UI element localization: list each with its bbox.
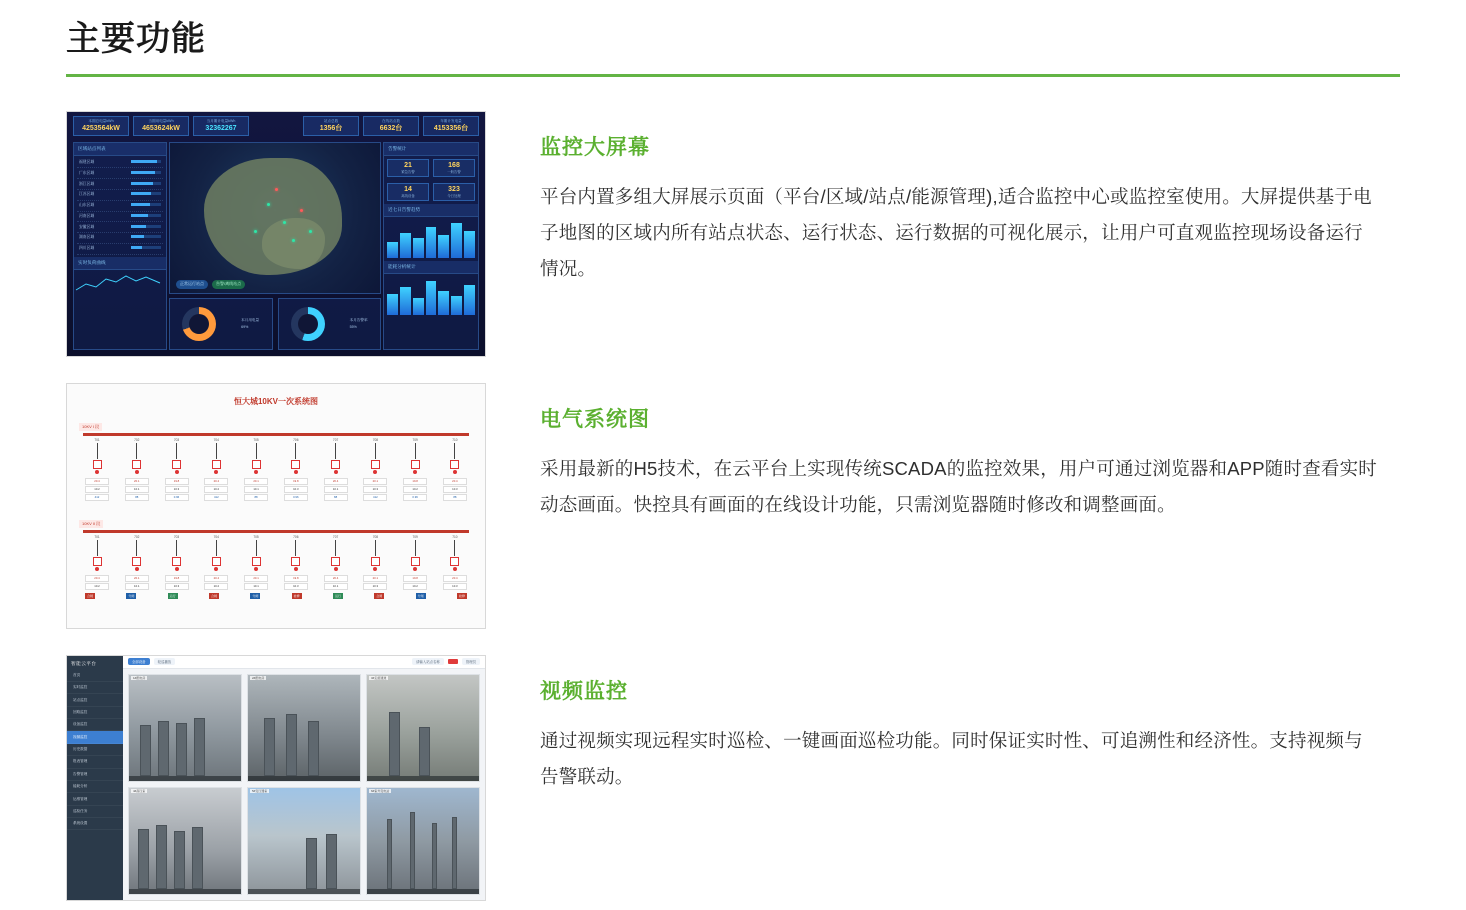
meter-column — [363, 575, 387, 591]
list-item[interactable] — [77, 179, 163, 190]
meter-value: 20.4 — [204, 575, 228, 582]
meter-value: 0.96 — [165, 494, 189, 501]
page-title: 主要功能 — [66, 20, 206, 58]
panel-title-trend: 近七日告警趋势 — [384, 204, 478, 217]
meter-value: 10.1 — [244, 583, 268, 590]
feature-heading: 视频监控 — [540, 679, 628, 703]
dashboard-site-list-panel[interactable] — [73, 142, 167, 350]
dashboard-screen — [67, 112, 485, 356]
status-badge: 运行 — [334, 593, 341, 598]
feeder[interactable] — [443, 535, 467, 572]
feature-body: 平台内置多组大屏展示页面（平台/区域/站点/能源管理),适合监控中心或监控室使用。大屏提供基于电子地图的区域内所有站点状态、运行状态、运行数据的可视化展示，让用户可直观监控现场设备运行情况。 — [540, 185, 1372, 279]
meter-column — [403, 575, 427, 591]
camera-grid — [123, 669, 485, 900]
sidebar-item-realtime[interactable]: 实时监控 — [67, 682, 123, 694]
map-landmass-secondary — [262, 218, 325, 269]
meter-value: 20.4 — [85, 478, 109, 485]
camera-controls[interactable] — [367, 889, 479, 894]
site-name: 安徽区域 — [79, 224, 95, 229]
meter-column — [403, 478, 427, 502]
meter-value: 20.1 — [363, 575, 387, 582]
stat-card — [433, 183, 475, 201]
feeder-tag: 702 — [134, 534, 140, 539]
panel-title-trend: 实时负荷曲线 — [74, 257, 166, 270]
sidebar-item-energy[interactable]: 能耗分析 — [67, 781, 123, 793]
map-legend — [176, 280, 245, 289]
feeder-tag: 708 — [372, 534, 379, 539]
meter-value: 10.2 — [403, 486, 427, 493]
meter-column — [324, 478, 348, 502]
stat-card — [387, 159, 429, 177]
meter-value: 19.8 — [403, 575, 427, 582]
feature-row — [66, 383, 1400, 629]
stat-label: 紧急告警 — [401, 169, 415, 174]
feeder[interactable] — [244, 438, 268, 475]
feeder-tag: 710 — [452, 437, 458, 442]
site-name: 江苏区域 — [79, 192, 95, 197]
status-badge: 运行 — [169, 593, 176, 598]
dashboard-alarm-panel[interactable] — [383, 142, 479, 350]
site-name: 四川区域 — [79, 246, 95, 251]
kpi-value: 4653624kW — [142, 124, 180, 132]
feeder-tag: 707 — [332, 437, 339, 442]
meter-value: 19.8 — [165, 478, 189, 485]
site-bar — [131, 182, 161, 185]
alarm-stats-row — [384, 156, 478, 180]
sidebar-item-ops[interactable]: 运维管理 — [67, 793, 123, 805]
camera-controls[interactable] — [129, 889, 241, 894]
meter-value: 412 — [85, 494, 109, 501]
meter-column — [125, 478, 149, 502]
kpi-card — [363, 116, 419, 136]
status-tag-row — [73, 593, 479, 599]
bus-section-2 — [73, 512, 479, 599]
sidebar-item-site[interactable]: 站点监控 — [67, 694, 123, 706]
camera-tile[interactable] — [247, 674, 361, 782]
feeder-tag: 704 — [213, 437, 219, 442]
dashboard-topbar — [73, 116, 479, 138]
feeder-tag: 705 — [253, 437, 259, 442]
gauge-percent: 55% — [349, 324, 357, 329]
list-item[interactable] — [77, 222, 163, 233]
list-item[interactable] — [77, 212, 163, 223]
feeder-tag: 701 — [94, 534, 100, 539]
meter-grid — [73, 478, 479, 502]
meter-value: 88 — [443, 494, 467, 501]
meter-value: 0.96 — [403, 494, 427, 501]
camera-caption: 3#走廊通道 — [371, 675, 387, 680]
meter-column — [204, 575, 228, 591]
meter-value: 20.4 — [204, 478, 228, 485]
meter-value: 10.1 — [125, 583, 149, 590]
camera-caption: 6#室外变电站 — [371, 788, 390, 793]
meter-value: 10.2 — [85, 583, 109, 590]
map-site-marker[interactable] — [309, 230, 312, 233]
gauge-ring — [182, 307, 216, 341]
feeder[interactable] — [284, 535, 308, 572]
feeder-tag: 709 — [412, 437, 418, 442]
status-badge: 合闸 — [210, 593, 217, 598]
feeder-tag: 708 — [372, 437, 379, 442]
search-input[interactable]: 请输入站点名称 — [412, 658, 444, 665]
status-badge: 检修 — [458, 593, 465, 598]
feature-row — [66, 111, 1400, 357]
feeder[interactable] — [363, 438, 387, 475]
video-main — [123, 656, 485, 900]
site-name: 山东区域 — [79, 203, 95, 208]
alarm-stats-row — [384, 180, 478, 204]
busbar — [83, 433, 469, 436]
site-bar — [131, 203, 161, 206]
feeder[interactable] — [204, 438, 228, 475]
meter-value: 20.1 — [125, 478, 149, 485]
camera-caption: 1#配电房 — [133, 675, 146, 680]
meter-value: 20.1 — [244, 478, 268, 485]
camera-controls[interactable] — [248, 889, 360, 894]
feeder-tag: 702 — [134, 437, 140, 442]
site-bar — [131, 235, 161, 238]
camera-tile[interactable] — [366, 787, 480, 895]
site-name: 湖南区域 — [79, 235, 95, 240]
feeder-tag: 703 — [173, 534, 180, 539]
stat-value: 21 — [404, 161, 412, 169]
meter-value: 88 — [244, 494, 268, 501]
meter-column — [85, 575, 109, 591]
stat-label: 离线设备 — [401, 193, 415, 198]
site-bar — [131, 171, 161, 174]
meter-value: 19.8 — [403, 478, 427, 485]
meter-value: 10.3 — [363, 583, 387, 590]
feeder-tag: 704 — [213, 534, 219, 539]
site-name: 广东区域 — [79, 170, 95, 175]
video-sidebar — [67, 656, 123, 900]
energy-chart — [384, 274, 478, 318]
map-alarm-marker[interactable] — [300, 209, 303, 212]
kpi-label: 本期总电量kWh — [88, 118, 114, 123]
meter-value: 10.3 — [443, 583, 467, 590]
feeder-tag: 706 — [293, 437, 299, 442]
meter-value: 10.3 — [165, 583, 189, 590]
record-icon[interactable] — [448, 659, 458, 664]
meter-column — [443, 478, 467, 502]
meter-value: 10.1 — [244, 486, 268, 493]
site-name: 福建区域 — [79, 159, 95, 164]
feeder[interactable] — [125, 438, 149, 475]
map-site-marker[interactable] — [267, 203, 270, 206]
feeder[interactable] — [403, 535, 427, 572]
meter-value: 10.3 — [165, 486, 189, 493]
gauge-ring — [291, 307, 325, 341]
kpi-card — [423, 116, 479, 136]
bus-section-1 — [73, 415, 479, 502]
meter-value: 10.3 — [284, 486, 308, 493]
gauge-percent: 69% — [241, 324, 249, 329]
feature-thumbnail-single-line-diagram[interactable] — [66, 383, 486, 629]
kpi-label: 年累计发电量 — [440, 118, 462, 123]
meter-value: 20.1 — [363, 478, 387, 485]
meter-value: 10.2 — [403, 583, 427, 590]
status-badge: 合闸 — [87, 593, 94, 598]
sidebar-item-alarm[interactable]: 告警管理 — [67, 769, 123, 781]
meter-value: 20.4 — [443, 478, 467, 485]
bus-label: 10KV II 段 — [79, 520, 103, 528]
feature-heading: 监控大屏幕 — [540, 135, 650, 159]
list-item[interactable] — [77, 244, 163, 255]
camera-controls[interactable] — [367, 776, 479, 781]
stat-label: 今日处理 — [447, 193, 461, 198]
meter-column — [324, 575, 348, 591]
feature-body: 采用最新的H5技术，在云平台上实现传统SCADA的监控效果，用户可通过浏览器和APP随时查看实时动态画面。快控具有画面的在线设计功能，只需浏览器随时修改和调整画面。 — [540, 457, 1378, 515]
meter-column — [204, 478, 228, 502]
feature-body: 通过视频实现远程实时巡检、一键画面巡检功能。同时保证实时性、可追溯性和经济性。支持视频与告警联动。 — [540, 729, 1363, 787]
site-bar — [131, 246, 161, 249]
feature-thumbnail-video-surveillance[interactable] — [66, 655, 486, 901]
app-logo: 智能云平台 — [71, 660, 97, 666]
meter-value: 88 — [125, 494, 149, 501]
kpi-group-right — [303, 116, 479, 138]
feeder[interactable] — [165, 438, 189, 475]
feature-thumbnail-monitoring-dashboard[interactable] — [66, 111, 486, 357]
stat-label: 一般告警 — [447, 169, 461, 174]
kpi-value: 4253564kW — [82, 124, 120, 132]
list-item[interactable] — [77, 233, 163, 244]
gauge-legend — [350, 317, 368, 331]
sidebar-item-device[interactable]: 设备监控 — [67, 719, 123, 731]
kpi-label: 当月累计电量kWh — [206, 118, 236, 123]
video-toolbar — [123, 656, 485, 669]
camera-caption: 2#配电房 — [252, 675, 265, 680]
feature-text-block — [486, 655, 1400, 795]
map-alarm-marker[interactable] — [275, 188, 278, 191]
feature-text-block — [486, 111, 1400, 287]
site-bar — [131, 160, 161, 163]
feeder[interactable] — [403, 438, 427, 475]
meter-column — [125, 575, 149, 591]
gauge-label: 本月告警率 — [349, 317, 368, 322]
feature-text-block — [486, 383, 1400, 523]
meter-column — [244, 575, 268, 591]
bus-label: 10KV I 段 — [79, 423, 102, 431]
feeder[interactable] — [125, 535, 149, 572]
sidebar-item-home[interactable]: 首页 — [67, 670, 123, 682]
camera-controls[interactable] — [129, 776, 241, 781]
kpi-label: 站点总数 — [323, 118, 339, 123]
meter-value: 10.3 — [443, 486, 467, 493]
feature-list — [66, 111, 1400, 901]
kpi-card — [193, 116, 249, 136]
meter-value: 412 — [363, 494, 387, 501]
meter-value: 20.1 — [244, 575, 268, 582]
meter-value: 10.3 — [363, 486, 387, 493]
sidebar-item-loop[interactable]: 回路监控 — [67, 707, 123, 719]
feeder-tag: 707 — [332, 534, 339, 539]
feature-heading: 电气系统图 — [540, 407, 650, 431]
kpi-value: 32362267 — [205, 124, 237, 132]
busbar — [83, 530, 469, 533]
feature-row — [66, 655, 1400, 901]
toolbar-chip-all-devices[interactable]: 全部设备 — [128, 658, 150, 665]
map-legend-alarm: 告警/离线站点 — [212, 280, 245, 289]
meter-value: 10.2 — [204, 583, 228, 590]
panel-title: 告警统计 — [384, 143, 478, 156]
feeder-tag: 710 — [452, 534, 458, 539]
meter-column — [443, 575, 467, 591]
load-curve-chart — [74, 270, 164, 296]
panel-title-energy: 能耗分析统计 — [384, 261, 478, 274]
feeder[interactable] — [324, 438, 348, 475]
status-badge: 分闸 — [252, 593, 259, 598]
list-item[interactable] — [77, 201, 163, 212]
meter-value: 412 — [204, 494, 228, 501]
meter-value: 19.8 — [284, 575, 308, 582]
meter-value: 19.8 — [284, 478, 308, 485]
feeder[interactable] — [443, 438, 467, 475]
meter-column — [165, 575, 189, 591]
sidebar-item-inspection[interactable]: 巡检任务 — [67, 806, 123, 818]
meter-column — [165, 478, 189, 502]
status-badge: 分闸 — [417, 593, 424, 598]
feeder-row — [73, 438, 479, 475]
kpi-label: 在线站点数 — [382, 118, 400, 123]
status-badge: 检修 — [293, 593, 300, 598]
camera-tile[interactable] — [128, 674, 242, 782]
meter-value: 20.4 — [324, 478, 348, 485]
meter-column — [284, 478, 308, 502]
feeder-tag: 706 — [293, 534, 299, 539]
meter-column — [244, 478, 268, 502]
feeder[interactable] — [324, 535, 348, 572]
panel-title: 区域站点列表 — [74, 143, 166, 156]
meter-value: 10.2 — [85, 486, 109, 493]
kpi-card — [303, 116, 359, 136]
camera-caption: 5#变压器室 — [252, 788, 268, 793]
site-bar — [131, 225, 161, 228]
list-item[interactable] — [77, 168, 163, 179]
sidebar-item-report[interactable]: 报表管理 — [67, 756, 123, 768]
status-badge: 合闸 — [376, 593, 383, 598]
camera-controls[interactable] — [248, 776, 360, 781]
kpi-group-left — [73, 116, 249, 138]
single-line-diagram — [67, 384, 485, 628]
sidebar-item-settings[interactable]: 系统设置 — [67, 818, 123, 830]
kpi-value: 6632台 — [379, 124, 403, 132]
meter-value: 20.4 — [443, 575, 467, 582]
meter-value: 20.4 — [324, 575, 348, 582]
meter-value: 20.4 — [85, 575, 109, 582]
feeder-tag: 703 — [173, 437, 180, 442]
stat-card — [387, 183, 429, 201]
sidebar-item-video[interactable]: 视频监控 — [67, 731, 123, 743]
meter-value: 19.8 — [165, 575, 189, 582]
meter-value: 10.3 — [284, 583, 308, 590]
feeder[interactable] — [165, 535, 189, 572]
feeder-tag: 709 — [412, 534, 418, 539]
title-divider — [66, 74, 1400, 77]
feeder[interactable] — [204, 535, 228, 572]
map-site-marker[interactable] — [254, 230, 257, 233]
kpi-label: 当期用电量kWh — [148, 118, 174, 123]
meter-column — [284, 575, 308, 591]
kpi-value: 4153356台 — [433, 124, 469, 132]
alarm-trend-chart — [384, 217, 478, 261]
camera-caption: 4#高压室 — [133, 788, 146, 793]
status-badge: 分闸 — [128, 593, 135, 598]
gauge-legend — [241, 317, 259, 331]
map-site-marker[interactable] — [292, 239, 295, 242]
dashboard-gauge-row — [169, 298, 381, 350]
feeder[interactable] — [284, 438, 308, 475]
gauge-panel[interactable] — [169, 298, 273, 350]
toolbar-chip-tour-play[interactable]: 轮巡播放 — [154, 658, 176, 665]
meter-value: 10.2 — [204, 486, 228, 493]
site-list — [74, 156, 166, 257]
video-surveillance-screen — [67, 656, 485, 900]
diagram-title: 恒大城10KV一次系统图 — [233, 396, 318, 406]
meter-grid — [73, 575, 479, 591]
meter-column — [363, 478, 387, 502]
feeder-tag: 705 — [253, 534, 259, 539]
meter-value: 0.96 — [284, 494, 308, 501]
camera-tile[interactable] — [366, 674, 480, 782]
feeder[interactable] — [85, 438, 109, 475]
sidebar-item-history[interactable]: 历史数据 — [67, 744, 123, 756]
list-item[interactable] — [77, 158, 163, 169]
site-bar — [131, 214, 161, 217]
camera-tile[interactable] — [247, 787, 361, 895]
site-bar — [131, 192, 161, 195]
meter-value: 10.1 — [324, 583, 348, 590]
stat-value: 14 — [404, 185, 412, 193]
kpi-card — [133, 116, 189, 136]
stat-value: 323 — [448, 185, 460, 193]
stat-value: 168 — [448, 161, 460, 169]
meter-column — [85, 478, 109, 502]
site-name: 河南区域 — [79, 213, 95, 218]
feeder[interactable] — [244, 535, 268, 572]
meter-value: 10.1 — [324, 486, 348, 493]
gauge-panel[interactable] — [278, 298, 382, 350]
gauge-label: 本月用电量 — [241, 317, 260, 322]
camera-tile[interactable] — [128, 787, 242, 895]
meter-value: 10.1 — [125, 486, 149, 493]
dashboard-map[interactable] — [169, 142, 381, 294]
user-menu[interactable]: 管理员 — [462, 658, 480, 665]
kpi-value: 1356台 — [319, 124, 343, 132]
meter-value: 20.1 — [125, 575, 149, 582]
feeder[interactable] — [85, 535, 109, 572]
feeder[interactable] — [363, 535, 387, 572]
site-name: 浙江区域 — [79, 181, 95, 186]
map-legend-normal: 正常运行站点 — [176, 280, 208, 289]
stat-card — [433, 159, 475, 177]
feeder-row — [73, 535, 479, 572]
meter-value: 88 — [324, 494, 348, 501]
list-item[interactable] — [77, 190, 163, 201]
feeder-tag: 701 — [94, 437, 100, 442]
kpi-card — [73, 116, 129, 136]
